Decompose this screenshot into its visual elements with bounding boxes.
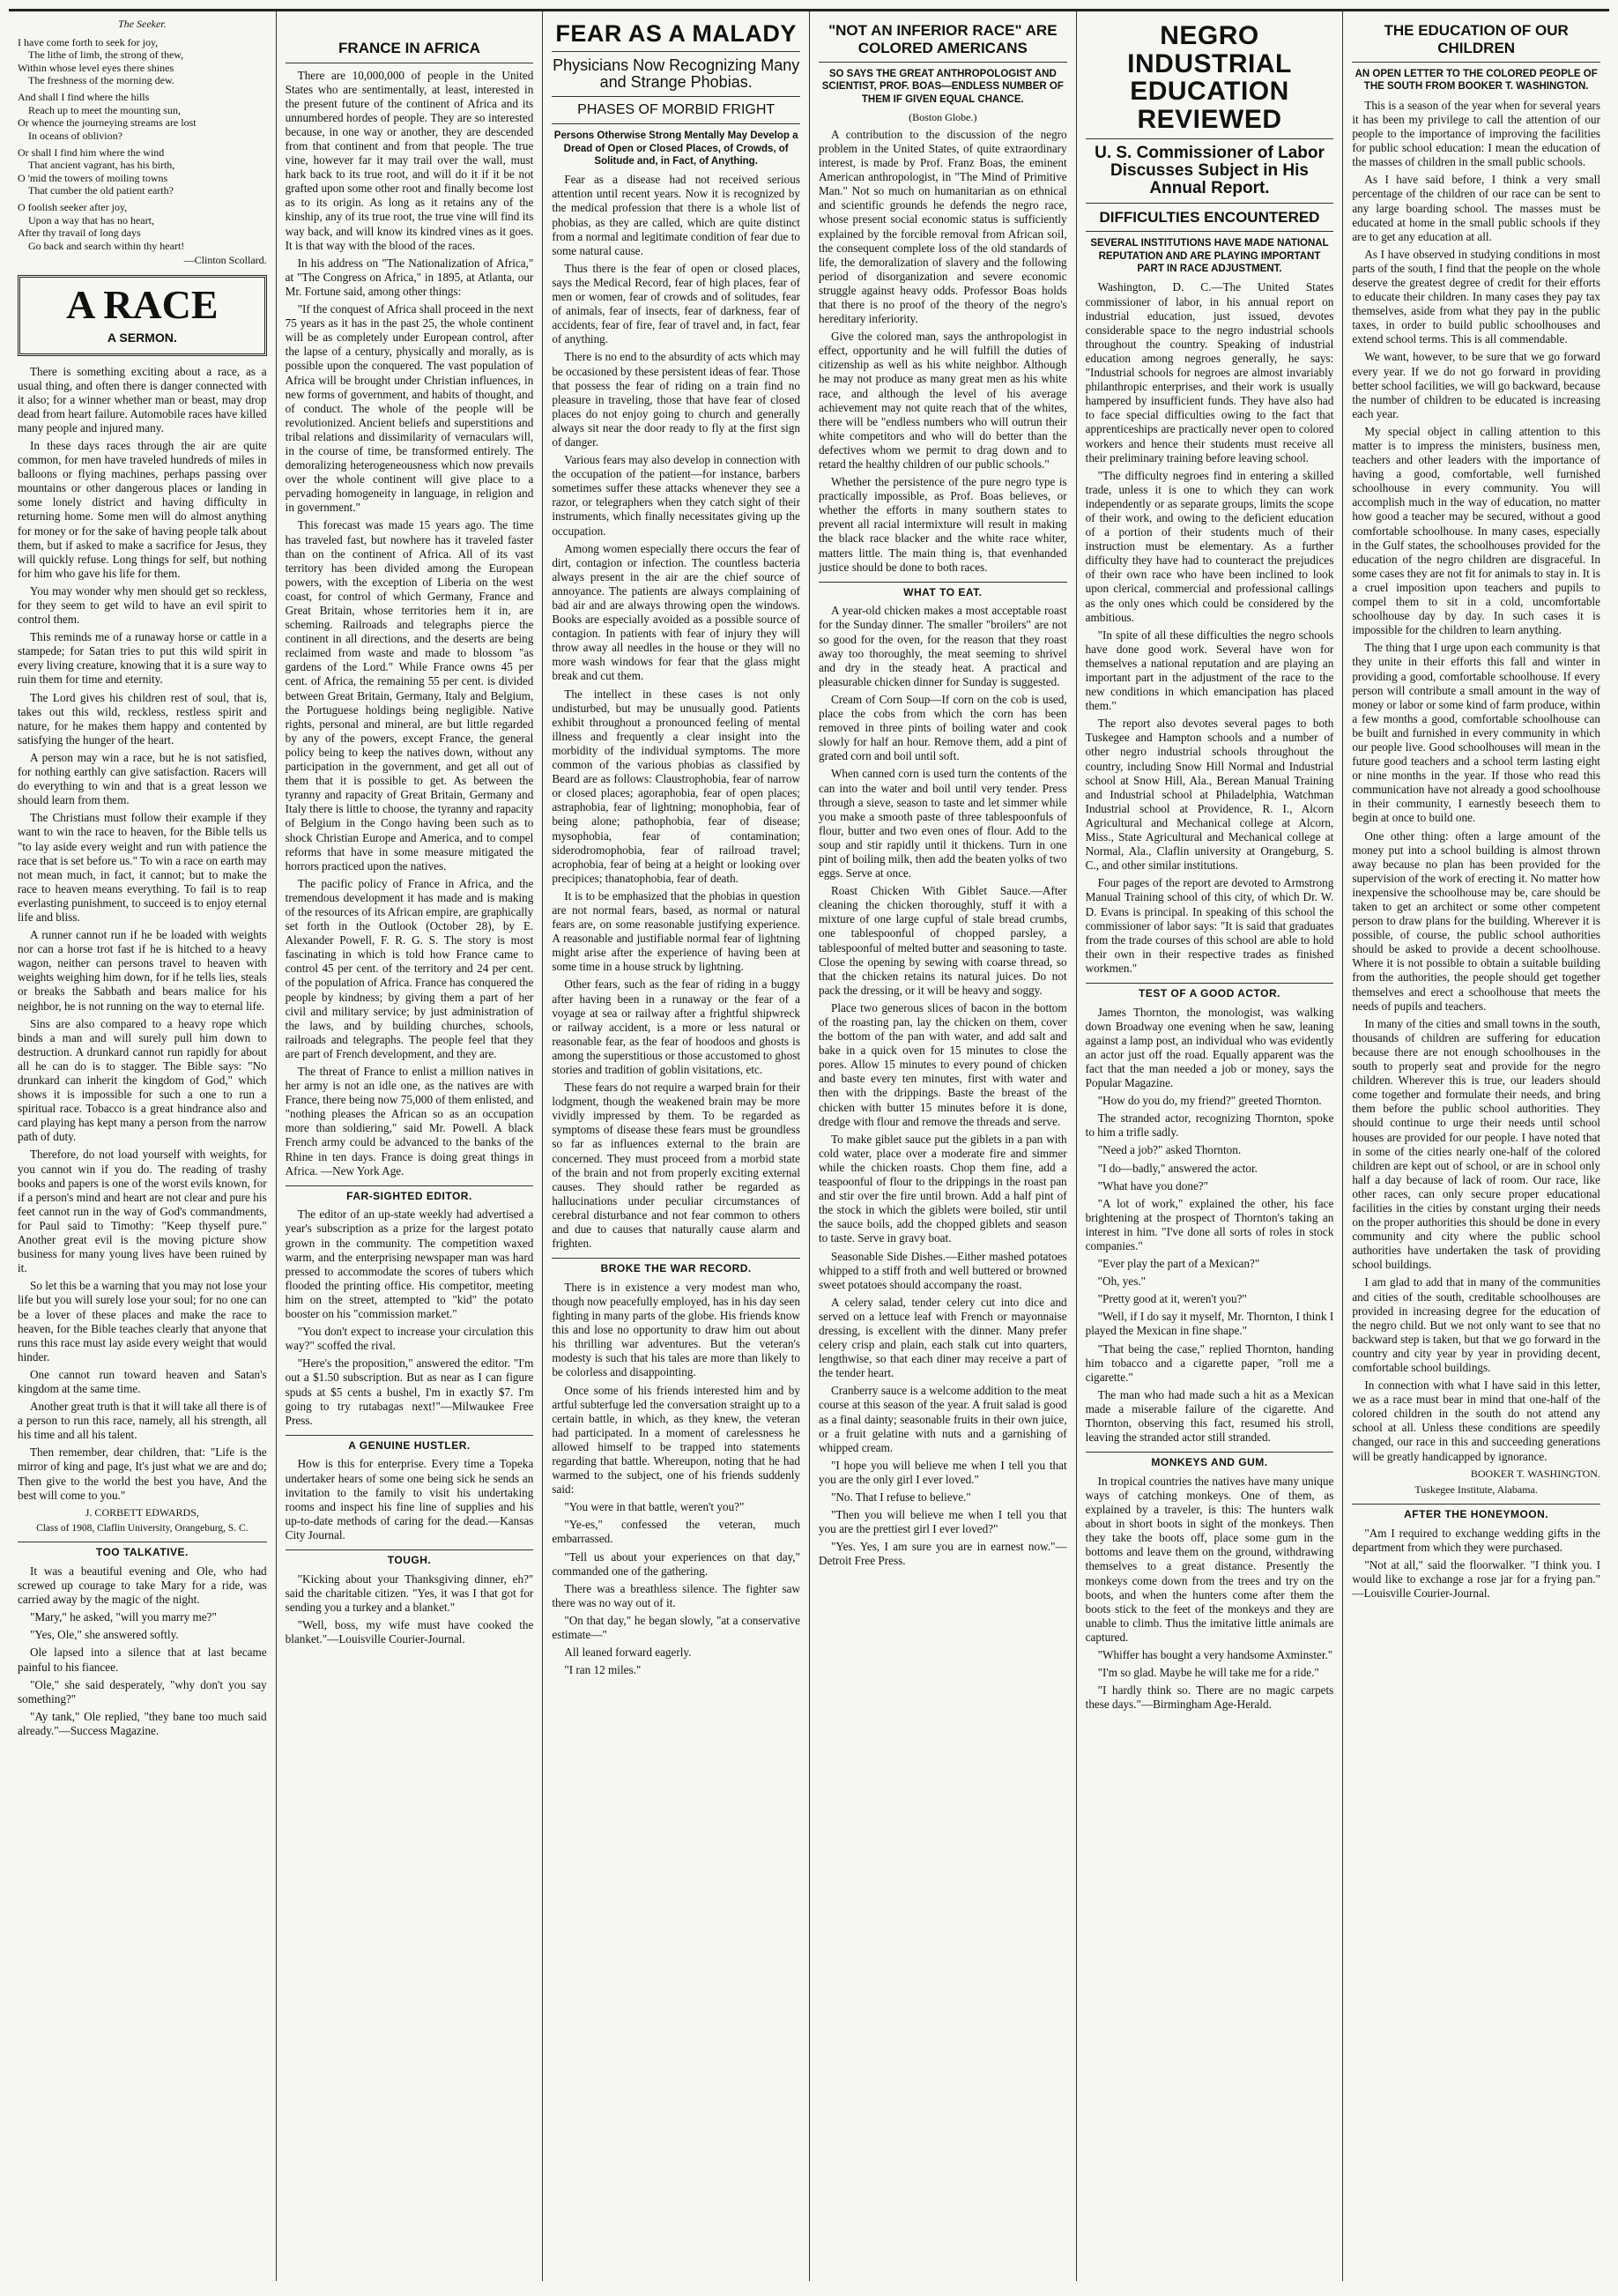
- paragraph: There is something exciting about a race, as a usual thing, and often there is danger connected with it also; for a winner whether man or beast, may drop dead from heart failure. Automobile races have killed many people and injured many.: [18, 364, 267, 435]
- sermon-subtitle: A SERMON.: [107, 331, 177, 346]
- paragraph: "Ye-es," confessed the veteran, much embarrassed.: [552, 1518, 800, 1546]
- paragraph: "Mary," he asked, "will you marry me?": [30, 1610, 217, 1624]
- section-title: A GENUINE HUSTLER.: [286, 1435, 534, 1453]
- column-6: [1342, 11, 1609, 2281]
- paragraph: Cream of Corn Soup—If corn on the cob is used, place the cobs from which the corn has been removed in three pints of boiling water and cook slowly for half an hour. Remove them, add a pint of grated corn and boil until soft.: [818, 692, 1067, 763]
- paragraph: Sins are also compared to a heavy rope which binds a man and will surely pull him down to destruction. A drunkard cannot run rapidly for about all he can do is to stagger. The Bible says: "No drunkard can inherit the kingdom of God," which shows it is impossible for such a one to run a spiritual race. Tobacco is a great hindrance also and card playing has kept many a person from the narrow path of duty.: [18, 1016, 267, 1144]
- paragraph: "On that day," he began slowly, "at a conservative estimate—": [552, 1613, 800, 1642]
- paragraph: Among women especially there occurs the fear of dirt, contagion or infection. The countless bacteria always present in the air are the chief source of annoyance. The patients are always complaining of bad air and are always throwing open the windows. Books are especially avoided as a possible source of contagion. In patients with fear of injury they will throw away all needles in the house or they will no more wash windows for fear that the glass might break and cut them.: [552, 541, 800, 683]
- paragraph: A runner cannot run if he be loaded with weights nor can a horse trot fast if he is hitched to a heavy wagon, neither can persons travel to heaven with weights weighing him down, for if he tells lies, steals or breaks the Sabbath and bears malice for his neighbor, he is not running on the way to eternal life.: [18, 928, 267, 1013]
- paragraph: "Need a job?" asked Thornton.: [1097, 1143, 1242, 1157]
- article-deck: AN OPEN LETTER TO THE COLORED PEOPLE OF THE SOUTH FROM BOOKER T. WASHINGTON.: [1355, 69, 1598, 93]
- sermon-title: A RACE: [66, 282, 219, 328]
- poem-line: Or whence the journeying streams are lost: [18, 116, 197, 130]
- paragraph: Whether the persistence of the pure negro type is practically impossible, as Prof. Boas believes, or whether the efforts in many southern states to prevent all racial intermixture will result in making the black race blacker and the white race whiter, matters little. The main thing is, that evenhanded justice should be done to both races.: [818, 475, 1067, 574]
- poem-author: —Clinton Scollard.: [183, 254, 267, 267]
- poem-line: O foolish seeker after joy,: [18, 201, 128, 214]
- paragraph: "Pretty good at it, weren't you?": [1097, 1292, 1247, 1306]
- paragraph: The intellect in these cases is not only undisturbed, but may be unusually good. Patients exhibit throughout a pronounced feeling of mental illness and frequently a clear insight into the morbidity of the individual symptoms. The more common of the various phobias as classified by Beard are as follows: Claustrophobia, fear of narrow or closed places; agoraphobia, fear of open places; astraphobia, fear of lightning; monophobia, fear of being alone; pathophobia, fear of disease; mysophobia, fear of contamination; siderodromophobia, fear of railroad travel; acrophobia, fear of being at a height or looking over precipices; thanatophobia, fear of death.: [552, 687, 800, 885]
- paragraph: "In spite of all these difficulties the negro schools have done good work. Several have won for themselves a national reputation and are playing an important part in the adjustment of the race to the new conditions in which emancipation has placed them.": [1085, 628, 1334, 713]
- paragraph: "What have you done?": [1097, 1178, 1209, 1193]
- paragraph: Give the colored man, says the anthropologist in effect, opportunity and he will fulfill the duties of citizenship as well as his white neighbor. Although he may not produce as many great men as his white race, and although the level of his average achievement may not quite reach that of the whites, there will be "endless numbers who will outrun their white competitors and who will do better than the defectives whom we permit to drag down and to retard the healthy children of our public schools.": [818, 330, 1067, 471]
- paragraph: So let this be a warning that you may not lose your life but you will surely lose your soul; for no one can be a lover of these places and make the race to heaven, for the Bible teaches clearly that anyone that runs this race must lay aside every weight that would hinder.: [18, 1279, 267, 1363]
- paragraph: The thing that I urge upon each community is that they unite in their efforts this fall and winter in providing a good, comfortable schoolhouse. If every person will contribute a small amount in the way of money or labor or some kind of farm produce, within a few months a good, comfortable schoolhouse can be built and furnished in every community in which our people live. Good schoolhouses will mean in the future good teachers and a school term lasting eight or nine months in the year. If those who read this communication have not already a good schoolhouse in their community, I earnestly beseech them to begin at once to build one.: [1352, 641, 1600, 825]
- paragraph: The threat of France to enlist a million natives in her army is not an idle one, as the natives are with France, there being now 75,000 of them enlisted, and "nothing pleases the African so as an occupation more than soldiering," said Mr. Powell. A black French army could be advanced to the banks of the Rhine in ten days. France is doing great things in Africa. —New York Age.: [285, 1065, 534, 1178]
- paragraph: "I ran 12 miles.": [564, 1663, 642, 1677]
- paragraph: "Then you will believe me when I tell you that you are the prettiest girl I ever loved?": [818, 1508, 1067, 1536]
- article-deck: SEVERAL INSTITUTIONS HAVE MADE NATIONAL REPUTATION AND ARE PLAYING IMPORTANT PART IN RACE ADJUSTMENT.: [1090, 238, 1329, 275]
- paragraph: "Yes, Ole," she answered softly.: [30, 1628, 179, 1642]
- section-body: [286, 1207, 534, 1427]
- poem-line: Reach up to meet the mounting sun,: [28, 103, 181, 116]
- article-body: [819, 128, 1067, 575]
- poem-line: Upon a way that has no heart,: [28, 213, 154, 227]
- paragraph: "Ay tank," Ole replied, "they bane too much said already."—Success Magazine.: [18, 1709, 267, 1737]
- article-subtitle-2: PHASES OF MORBID FRIGHT: [577, 101, 776, 117]
- paragraph: "Ever play the part of a Mexican?": [1097, 1257, 1260, 1271]
- paragraph: The pacific policy of France in Africa, and the tremendous development it has made and is making of the resources of its African empire, are graphically set forth in the Outlook (October 28), by E. Alexander Powell, F. R. G. S. The story is most fascinating in which is told how France came to control 45 per cent. of the territory and 24 per cent. of the population of Africa. France has conquered the people by kindness; by giving them a part of her civil and military service; by just administration of the laws, and by building churches, schools, railroads and telegraphs. The people feel that they are part of French development, and they are.: [285, 876, 534, 1060]
- article-headline: NEGRO INDUSTRIAL EDUCATION REVIEWED: [1127, 21, 1292, 134]
- sermon-body: [18, 365, 267, 1503]
- paragraph: "Well, if I do say it myself, Mr. Thornton, I think I played the Mexican in fine shape.": [1085, 1310, 1334, 1338]
- column-5: [1076, 11, 1343, 2281]
- paragraph: "The difficulty negroes find in entering a skilled trade, unless it is one to which they can work independently or as separate groups, limits the scope of their work, and owing to the deficient education of a portion of their students much of their instruction must be elementary. As a further difficulty they have had to counteract the prejudices of their own race who have been inclined to look upon clerical, commercial and professional callings as the only ones which could be considered by the ambitious.: [1085, 468, 1334, 624]
- letter-signature: BOOKER T. WASHINGTON.: [1470, 1467, 1600, 1480]
- paragraph: "Whiffer has bought a very handsome Axminster.": [1097, 1647, 1333, 1661]
- paragraph: "No. That I refuse to believe.": [830, 1490, 971, 1504]
- paragraph: As I have said before, I think a very small percentage of the children of our race can be sent to any large boarding school. The masses must be educated at home in the small public schools if they are to get any education at all.: [1352, 173, 1600, 243]
- paragraph: "That being the case," replied Thornton, handing him tobacco and a cigarette paper, "roll me a cigarette.": [1085, 1341, 1334, 1384]
- paragraph: It is to be emphasized that the phobias in question are not normal fears, based, as normal or natural fears are, on some reasonable justifying experience. A reasonable and justifiable normal fear of lightning might arise after the experience of having been at some time in a house struck by lightning.: [552, 888, 800, 974]
- paragraph: "I hope you will believe me when I tell you that you are the only girl I ever loved.": [818, 1458, 1067, 1486]
- article-body: [1086, 280, 1334, 976]
- paragraph: The editor of an up-state weekly had advertised a year's subscription as a prize for the largest potato grown in the community. The competition waxed warm, and the enterprising newspaper man was hard pressed to accommodate the scores of tubers which flooded the printing office. His competitor, meeting him on the street, attempted to "kid" the potato booster on his "commission market.": [285, 1207, 534, 1321]
- poem-line: That ancient vagrant, has his birth,: [28, 159, 175, 172]
- poem-line: Or shall I find him where the wind: [18, 145, 165, 159]
- article-headline: "NOT AN INFERIOR RACE" ARE COLORED AMERICANS: [828, 22, 1058, 56]
- paragraph: When canned corn is used turn the contents of the can into the water and boil until very tender. Press through a sieve, season to taste and let simmer while you make a smooth paste of three tablespoonfuls of flour, butter and two even ones of flour. Add to the soup and stir rapidly until it thickens. Turn in one pint of boiling milk, then add the beaten yolks of two eggs. Serve at once.: [818, 767, 1067, 881]
- paragraph: The Lord gives his children rest of soul, that is, takes out this wild, reckless, restless spirit and nature, for he makes them happy and contented by satisfying the hunger of the heart.: [18, 690, 267, 747]
- section-title: FAR-SIGHTED EDITOR.: [286, 1185, 534, 1203]
- paragraph: "I'm so glad. Maybe he will take me for a ride.": [1097, 1666, 1319, 1680]
- paragraph: The Christians must follow their example if they want to win the race to heaven, for the Bible tells us "to lay aside every weight and run with patience the race that is set before us." To win a race on earth may not mean much, in fact, it cannot; but to make the race to heaven means everything. To fail is to reap everlasting punishment, to succeed is to enjoy eternal life and bliss.: [18, 811, 267, 924]
- sermon-author-note: Class of 1908, Claflin University, Orangeburg, S. C.: [36, 1523, 249, 1534]
- section-body: [286, 1457, 534, 1542]
- column-4: [809, 11, 1076, 2281]
- poem-line: That cumber the old patient earth?: [28, 184, 174, 197]
- paragraph: In connection with what I have said in this letter, we as a race must bear in mind that one-half of the colored children in the south do not attend any school at all. Unless these conditions are speedily changed, our race in this and succeeding generations will be greatly handicapped by ignorance.: [1352, 1378, 1600, 1463]
- paragraph: "Not at all," said the floorwalker. "I think you. I would like to exchange a rose jar for a frying pan." —Louisville Courier-Journal.: [1352, 1557, 1600, 1600]
- paragraph: Fear as a disease had not received serious attention until recent years. Now it is recognized by the medical profession that there is a whole list of phobias, as they are called, which are quite distinct from a normal and legitimate condition of fear due to some natural cause.: [552, 173, 800, 257]
- article-source: (Boston Globe.): [909, 111, 977, 124]
- section-title: TOUGH.: [286, 1549, 534, 1567]
- paragraph: "You don't expect to increase your circulation this way?" scoffed the rival.: [285, 1325, 534, 1353]
- paragraph: A person may win a race, but he is not satisfied, for nothing earthly can give satisfaction. Racers will do everything to win and that is a great lesson we should learn from them.: [18, 750, 267, 807]
- poem-line: And shall I find where the hills: [18, 91, 150, 104]
- paragraph: There is in existence a very modest man who, though now peacefully employed, has in his day seen fighting in many parts of the globe. His friends know this and lose no opportunity to draw him out about his thrilling war adventures. But the veteran's modesty is such that his tales are more than likely to be colorless and disappointing.: [552, 1280, 800, 1379]
- paragraph: James Thornton, the monologist, was walking down Broadway one evening when he saw, leaning against a lamp post, an individual who was evidently an actor just off the road. Equally apparent was the fact that the man needed a job or money, says the Popular Magazine.: [1085, 1005, 1334, 1090]
- article-body: [286, 69, 534, 1178]
- section-title: MONKEYS AND GUM.: [1086, 1452, 1334, 1469]
- article-headline: FEAR AS A MALADY: [555, 20, 797, 47]
- section-title: TOO TALKATIVE.: [18, 1542, 267, 1559]
- paragraph: A year-old chicken makes a most acceptable roast for the Sunday dinner. The smaller "broilers" are not so good for the oven, for the reason that they roast away too thoroughly, the meat seeming to shrivel and dry in the steady heat. A practical and pleasurable chicken dinner for Sunday is suggested.: [818, 604, 1067, 688]
- paragraph: I am glad to add that in many of the communities and cities of the south, creditable schoolhouses are provided in increasing degree for the education of the negro child. But we not only want to see that no backward step is taken, but that we go forward in the country and city year by year in providing decent, comfortable school buildings.: [1352, 1275, 1600, 1374]
- sermon-author: J. CORBETT EDWARDS,: [85, 1505, 199, 1519]
- poem-line: I have come forth to seek for joy,: [18, 35, 159, 48]
- paragraph: One other thing: often a large amount of the money put into a school building is almost thrown away because no plan has been provided for the supervision of the work of erecting it. No matter how inexpensive the schoolhouse may be, care should be taken to get an architect or some other competent person to draw plans for the building. Wherever it is possible, of course, the public school authorities should be asked to provide a decent schoolhouse. Where it is not possible to obtain a suitable building from the authorities, the people should get together themselves and erect a schoolhouse that meets the needs of pupils and teachers.: [1352, 828, 1600, 1013]
- paragraph: How is this for enterprise. Every time a Topeka undertaker hears of some one being sick he sends an invitation to the family to visit his undertaking rooms and inspect his fine line of supplies and his up-to-date methods of caring for the dead.—Kansas City Journal.: [285, 1457, 534, 1542]
- paragraph: Various fears may also develop in connection with the occupation of the patient—for instance, barbers sometimes suffer these attacks whenever they see a razor, or telegraphers when they catch sight of their instruments, which finally necessitates giving up the occupation.: [552, 453, 800, 538]
- column-3: [542, 11, 809, 2281]
- paragraph: Place two generous slices of bacon in the bottom of the roasting pan, lay the chicken on them, cover the bottom of the pan with water, and add salt and bake in a quick oven for 15 minutes to close the pores. Allow 15 minutes to every pound of chicken and baste every ten minutes, first with water and then with the drippings. Baste the breast of the chicken with butter 15 minutes before it is done, dredge with flour and remove the threads and serve.: [818, 1000, 1067, 1128]
- section-body: [286, 1572, 534, 1646]
- paragraph: Roast Chicken With Giblet Sauce.—After cleaning the chicken thoroughly, stuff it with a mixture of one large cupful of stale bread crumbs, one tablespoonful of chopped parsley, a tablespoonful of melted butter and seasoning to taste. Close the opening by sewing with coarse thread, so that the chicken retains its natural juices. Do not pack the dressing, or it will be heavy and soggy.: [818, 884, 1067, 997]
- paragraph: My special object in calling attention to this matter is to impress the ministers, business men, teachers and other leaders with the importance of having a good, comfortable, well furnished schoolhouse in every community. You will accomplish much in the way of education, no matter how good a teacher may be secured, without a good comfortable schoolhouse. In many cases, especially in the Gulf states, the schoolhouses provided for the education of the negro children are disgraceful. In some cases they are not fit for animals to stay in. It is a cruel imposition upon teachers and pupils to compel them to sit in a cold, uncomfortable schoolhouse day by day. In such cases it is impossible for the children to learn anything.: [1352, 424, 1600, 637]
- section-title: AFTER THE HONEYMOON.: [1352, 1504, 1600, 1521]
- paragraph: Seasonable Side Dishes.—Either mashed potatoes whipped to a stiff froth and well buttered or browned sweet potatoes should accompany the roast.: [818, 1249, 1067, 1291]
- poem-line: In oceans of oblivion?: [28, 129, 122, 142]
- article-subtitle: Physicians Now Recognizing Many and Strange Phobias.: [553, 56, 800, 91]
- article-body: [552, 173, 800, 1251]
- paragraph: This reminds me of a runaway horse or cattle in a stampede; for Satan tries to put this wild spirit in every living creature, knowing that it is a sure way to ruin them for time and eternity.: [18, 630, 267, 687]
- paragraph: "Well, boss, my wife must have cooked the blanket."—Louisville Courier-Journal.: [285, 1617, 534, 1646]
- paragraph: The stranded actor, recognizing Thornton, spoke to him a trifle sadly.: [1085, 1111, 1334, 1140]
- section-body: [18, 1564, 267, 1738]
- paragraph: Then remember, dear children, that: "Life is the mirror of king and page, It's just what we are and do; Then give to the world the best you have, And the best will come to you.": [18, 1445, 267, 1502]
- section-body: [1086, 1475, 1334, 1713]
- paragraph: The man who had made such a hit as a Mexican made a miserable failure of the cigarette. And Thornton, observing this fact, resumed his stroll, leaving the stranded actor still stranded.: [1085, 1387, 1334, 1445]
- paragraph: Other fears, such as the fear of riding in a buggy after having been in a runaway or the fear of a voyage at sea or railway after a frightful shipwreck or railway accident, is a more or less natural or reasonable fear, as the fear of hoodoos and ghosts is among the superstitious or those accustomed to ghost stories and tradition of goblin visitations, etc.: [552, 977, 800, 1077]
- paragraph: "How do you do, my friend?" greeted Thornton.: [1097, 1094, 1322, 1108]
- paragraph: "Here's the proposition," answered the editor. "I'm out a $1.50 subscription. But as near as I can figure spuds at $5 cents a bushel, I'm in exactly $7. I'm going to try rutabagas next!"—Milwaukee Free Press.: [285, 1356, 534, 1427]
- poem-line: The freshness of the morning dew.: [28, 73, 174, 86]
- article-subtitle: U. S. Commissioner of Labor Discusses Subject in His Annual Report.: [1095, 144, 1325, 197]
- poem-lines: [18, 36, 267, 252]
- paragraph: In his address on "The Nationalization of Africa," at "The Congress on Africa," in 1895, at Atlanta, our Mr. Fortune said, among other things:: [285, 256, 534, 298]
- column-1: [9, 11, 276, 2281]
- section-body: [1352, 1527, 1600, 1601]
- section-body: [1086, 1006, 1334, 1445]
- paragraph: It was a beautiful evening and Ole, who had screwed up courage to take Mary for a ride, was carried away by the magic of the night.: [18, 1564, 267, 1607]
- paragraph: "I hardly think so. There are no magic carpets these days."—Birmingham Age-Herald.: [1085, 1683, 1334, 1712]
- poem-line: The lithe of limb, the strong of thew,: [28, 48, 184, 62]
- newspaper-page: [9, 9, 1609, 2281]
- paragraph: To make giblet sauce put the giblets in a pan with cold water, place over a moderate fire and simmer while the chicken roasts. Chop them fine, add a teaspoonful of flour to the drippings in the roast pan and stir over the fire until brown. Add a half pint of the stock in which the giblets were boiled, stir until the sauce boils, add the chopped giblets and season to taste. Serve in gravy boat.: [818, 1132, 1067, 1245]
- paragraph: These fears do not require a warped brain for their lodgment, though the weakened brain may be more vividly impressed by them. To be regarded as symptoms of disease these fears must be groundless so far as influences external to the brain are concerned. They must proceed from a morbid state of the brain and not from properly exciting external causes. They should rather be regarded as hallucinations under peculiar circumstances of cerebral disturbance and not fear common to others and due to causes that naturally cause alarm and frighten.: [552, 1081, 800, 1251]
- column-2: [276, 11, 543, 2281]
- paragraph: "Ole," she said desperately, "why don't you say something?": [18, 1677, 267, 1705]
- paragraph: There is no end to the absurdity of acts which may be occasioned by these persistent ideas of fear. Those that possess the fear of riding on a train find no pleasure in traveling, those that have fear of closed places do not enjoy going to church and generally always sit near the door ready to fly at the first sign of danger.: [552, 350, 800, 449]
- paragraph: "You were in that battle, weren't you?": [564, 1500, 745, 1514]
- paragraph: In tropical countries the natives have many unique ways of catching monkeys. One of them, as explained by a traveler, is this: The hunters walk about in short boots in sight of the monkeys. Then they take the boots off, place some gum in the bottoms and leave them on the ground, withdrawing themselves to a great distance. Presently the monkeys come down from the trees and try on the boots, and when the hunters come after them the boots stick to the feet of the monkeys and they are unable to climb. Thus the imitative little animals are captured.: [1085, 1474, 1334, 1644]
- poem-title: The Seeker.: [118, 18, 167, 30]
- section-body: [552, 1281, 800, 1677]
- paragraph: "Am I required to exchange wedding gifts in the department from which they were purchased.: [1352, 1526, 1600, 1554]
- paragraph: In many of the cities and small towns in the south, thousands of children are suffering for education because there are not enough schoolhouses in the south to properly seat and provide for the negro children. Wherever this is true, our leaders should come together and formulate their needs, and bring them before the public school authorities. They should continue to urge their needs until school houses are provided for our people. I have noted that in some of the cities nearly one-half of the colored children are kept out of school, or are in school only half a day because of lack of room. Our race, like other races, can only secure proper educational facilities in the cities by constant urging their needs on the proper authorities this should be done in every community and city where the public school authorities have undertaken the task of providing school buildings.: [1352, 1016, 1600, 1272]
- poem-line: O 'mid the towers of moiling towns: [18, 171, 168, 184]
- paragraph: "Tell us about your experiences on that day," commanded one of the gathering.: [552, 1549, 800, 1578]
- poem-line: Go back and search within thy heart!: [28, 239, 185, 252]
- paragraph: "A lot of work," explained the other, his face brightening at the prospect of Thornton's taking an interest in him. "I've done all sorts of roles in stock companies.": [1085, 1196, 1334, 1253]
- section-body: [819, 604, 1067, 1568]
- paragraph: In these days races through the air are quite common, for men have traveled hundreds of miles in balloons or flying machines, perhaps passing over mountains or other dangerous places or landing in some lonely district and having difficulty in returning home. Some men will do almost anything for money or for the sake of having people talk about them, but if asked to make a sacrifice for Jesus, they will quickly refuse. Long things for self, but nothing for him who gave his life for them.: [18, 438, 267, 580]
- paragraph: Once some of his friends interested him and by artful subterfuge led the conversation straight up to a certain battle, in which, as they knew, the veteran had participated. In a moment of carelessness he allowed himself to be trapped into statements regarding that battle. Whereupon, noting that he had warmed to the subject, one of his friends suddenly said:: [552, 1383, 800, 1497]
- article-deck: Persons Otherwise Strong Mentally May Develop a Dread of Open or Closed Places, of Crowds, of Solitude and, in Fact, of Anything.: [553, 130, 798, 167]
- paragraph: We want, however, to be sure that we go forward every year. If we do not go forward in providing better school facilities, we will go backward, because the number of children to be educated is increasing each year.: [1352, 350, 1600, 420]
- article-deck: SO SAYS THE GREAT ANTHROPOLOGIST AND SCIENTIST, PROF. BOAS—ENDLESS NUMBER OF THEM IF GIVEN EQUAL CHANCE.: [821, 69, 1064, 105]
- paragraph: A contribution to the discussion of the negro problem in the United States, of quite extraordinary interest, is made by Prof. Franz Boas, the eminent American anthropologist, in "The Mind of Primitive Man." Not so much on humanitarian as on ethnical and scientific grounds he defends the negro race, whose present social economic status is sufficiently explained by the forcible removal from African soil, the consequent complete loss of the old standards of life, the demoralization of slavery and the following period of disorganization and severe economic struggle against heavy odds. Professor Boas holds that there is no proof of the theory of the negro's hereditary inferiority.: [818, 127, 1067, 326]
- letter-place: Tuskegee Institute, Alabama.: [1414, 1483, 1538, 1497]
- paragraph: Therefore, do not load yourself with weights, for you cannot win if you do. The reading of trashy books and papers is one of the worst evils known, for if a person's mind and heart are not clear and pure his feet cannot run in the way of God's commandments, for Paul said to Timothy: "Keep thyself pure." Another great evil is the moving picture show business for many young lives have been ruined by it.: [18, 1148, 267, 1275]
- paragraph: "I do—badly," answered the actor.: [1097, 1161, 1258, 1175]
- paragraph: Thus there is the fear of open or closed places, says the Medical Record, fear of high places, fear of men or women, fear of crowds and of solitudes, fear of animals, fear of insects, fear of darkness, fear of accidents, fear of fire, fear of travel and, in fact, fear of anything.: [552, 261, 800, 346]
- paragraph: This is a season of the year when for several years it has been my privilege to call the attention of our people to the importance of improving the facilities for public school education: I mean the education of the masses of children in the small public schools.: [1352, 98, 1600, 169]
- paragraph: Ole lapsed into a silence that at last became painful to his fiancee.: [18, 1646, 267, 1674]
- paragraph: "Yes. Yes, I am sure you are in earnest now."—Detroit Free Press.: [818, 1540, 1067, 1568]
- paragraph: Another great truth is that it will take all there is of a person to run this race, namely, all his strength, all his time and all his talent.: [18, 1400, 267, 1442]
- article-headline: THE EDUCATION OF OUR CHILDREN: [1384, 22, 1569, 56]
- paragraph: There was a breathless silence. The fighter saw there was no way out of it.: [552, 1581, 800, 1609]
- poem-line: Within whose level eyes there shines: [18, 61, 174, 74]
- paragraph: Washington, D. C.—The United States commissioner of labor, in his annual report on industrial education, just issued, devotes considerable space to the negro industrial schools throughout the country. Speaking of industrial education among negroes generally, he says: "Industrial schools for negroes are almost invariably philanthropic enterprises, and their work is usually hampered by insufficient funds. They have also had to face special difficulties owing to the fact that apprenticeships are practically never open to colored workers and hence their students must receive all their preliminary training before leaving school.: [1085, 280, 1334, 464]
- paragraph: All leaned forward eagerly.: [564, 1646, 692, 1660]
- section-title: BROKE THE WAR RECORD.: [552, 1258, 800, 1275]
- paragraph: "Oh, yes.": [1097, 1274, 1147, 1289]
- paragraph: A celery salad, tender celery cut into dice and served on a lettuce leaf with French or mayonnaise dressing, is excellent with the dinner. Many prefer celery crisp and plain, each stalk cut into quarters, lengthwise, so that each diner may receive a part of the tender heart.: [818, 1295, 1067, 1380]
- poem-line: After thy travail of long days: [18, 227, 141, 240]
- paragraph: Cranberry sauce is a welcome addition to the meat course at this season of the year. A fruit salad is good as a final dainty; seasonable fruits in their own juice, or a fruit gelatine with nuts and a garnishing of whipped cream.: [818, 1384, 1067, 1454]
- paragraph: "Kicking about your Thanksgiving dinner, eh?" said the charitable citizen. "Yes, it was I that got for sending you a turkey and a blanket.": [285, 1572, 534, 1614]
- paragraph: The report also devotes several pages to both Tuskegee and Hampton schools and a number of other negro industrial schools throughout the country, including Snow Hill Normal and Industrial school at Snow Hill, Ala., Berean Manual Training and Industrial school at Philadelphia, Watchman Industrial school at Providence, R. I., Alcorn Agricultural and Mechanical college at Alcorn, Miss., State Agricultural and Mechanical college at Normal, Ala., Claflin university at Orangeburg, S. C., and other similar institutions.: [1085, 717, 1334, 873]
- paragraph: "If the conquest of Africa shall proceed in the next 75 years as it has in the past 25, the whole continent will be as completely under European control, after the lapse of a century, physically and morally, as is possible upon the conquered. The vast population of Africa will be brought under Christian influences, in new forms of government, and habits of thought, and of conduct. The whole of the people will be revolutionized. Ancient beliefs and superstitions and tribal relations and dissimilarity of vernaculars will, in the course of time, be transformed entirely. The demoralizing heterogeneousness which now prevails over the whole continent will give place to a pervading homogeneity in language, in religion and in government.": [285, 302, 534, 515]
- paragraph: This forecast was made 15 years ago. The time has traveled fast, but nowhere has it traveled faster than on the continent of Africa. All of its vast territory has been divided among the European powers, with the exception of Liberia on the west coast, for control of which Germany, France and Great Britain, whose territories hem it in, are scheming. Railroads and telegraphs pierce the continent in all directions, and the deserts are being reclaimed from waste and made to blossom "as gardens of the Lord." While France owns 45 per cent. of Africa, the remaining 55 per cent. is divided between Great Britain, Germany, Italy and Belgium, the Portuguese holdings being negligible. Native rights, personal and mineral, are but little regarded by any of the powers, except France, the general policy being to keep the natives down, without any participation in the government, and get all out of them that it is possible to get. As between the tyranny and rapacity of Great Britain, Germany and Italy there is little to choose, the tyranny and rapacity of Belgium in the Congo having been such as to shock Christian Europe and America, and to compel reforms that have in some measure mitigated the horrors practiced upon the natives.: [285, 518, 534, 873]
- article-subtitle-2: DIFFICULTIES ENCOUNTERED: [1099, 208, 1320, 226]
- paragraph: Four pages of the report are devoted to Armstrong Manual Training school of this city, of which Dr. W. D. Evans is principal. In speaking of this school the commissioner of labor says: "It is said that graduates from the trade courses of this school are able to hold their own in their respective trades as finished workmen.": [1085, 876, 1334, 975]
- section-title: WHAT TO EAT.: [819, 582, 1067, 599]
- paragraph: As I have observed in studying conditions in most parts of the south, I find that the people on the whole deserve the greatest degree of credit for their efforts to educate their children. In many cases they pay tax themselves, aside from what they pay in the public taxes, in order to build public schoolhouses and extend school terms. This is all commendable.: [1352, 247, 1600, 346]
- paragraph: There are 10,000,000 of people in the United States who are sentimentally, at least, interested in the present future of the continent of Africa and its unnumbered hordes of people. They are so interested because, in one way or another, they are descended from that continent and from that people. The true vine, however far it may trail over the wall, must hark back to its true root, and will do it if it be not grafted upon some other root and finally become lost as to its origin. As long as it retains any of the kinship, any of its true root, the true vine will find its way back, and will know its kindred vines as it goes. It is that way with the blood of the races.: [285, 68, 534, 252]
- poem: [18, 19, 267, 266]
- paragraph: One cannot run toward heaven and Satan's kingdom at the same time.: [18, 1367, 267, 1395]
- article-headline: FRANCE IN AFRICA: [338, 40, 480, 56]
- sermon-box: [18, 275, 267, 355]
- article-body: [1352, 99, 1600, 1464]
- paragraph: You may wonder why men should get so reckless, for they seem to get wild to have an evil spirit to control them.: [18, 583, 267, 627]
- section-title: TEST OF A GOOD ACTOR.: [1086, 983, 1334, 1000]
